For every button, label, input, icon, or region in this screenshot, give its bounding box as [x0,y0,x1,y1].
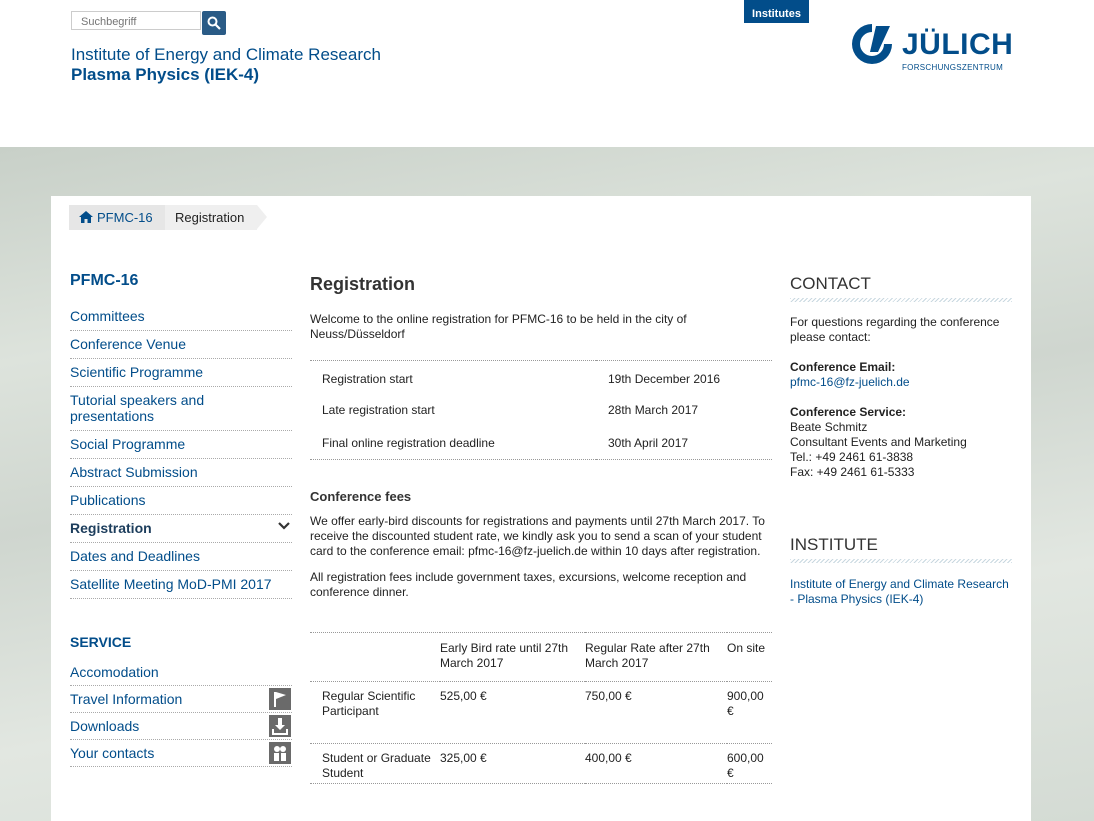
institute-link[interactable]: Institute of Energy and Climate Research - Plasma Physics (IEK-4) [790,577,1009,606]
search-button[interactable] [202,11,226,35]
nav-item-publications[interactable]: Publications [70,487,292,515]
table-row [310,361,772,394]
dates-table [310,360,772,460]
search-input[interactable] [71,11,201,30]
table-cell: 525,00 € [440,682,585,744]
table-cell: 750,00 € [585,682,727,744]
contact-service-label: Conference Service: [790,405,907,419]
breadcrumb-home-label: PFMC-16 [97,210,153,225]
nav-title[interactable]: PFMC-16 [70,272,139,289]
contact-tel: Tel.: +49 2461 61-3838 [790,450,914,464]
nav-item-social-programme[interactable]: Social Programme [70,431,292,459]
nav-item-dates-deadlines[interactable]: Dates and Deadlines [70,543,292,571]
left-navigation [70,272,292,767]
institute-title[interactable]: Institute of Energy and Climate Research [71,45,381,64]
date-value: 19th December 2016 [608,371,721,386]
table-cell: 900,00 € [727,682,772,744]
contact-email-label: Conference Email: [790,360,896,374]
date-value: 30th April 2017 [608,435,689,450]
download-icon [269,715,291,737]
institute-title: INSTITUTE [790,535,1012,563]
service-item-travel-information[interactable] [70,686,292,713]
search-icon [207,16,221,30]
service-item-accomodation-label: Accomodation [70,664,159,680]
content-panel [51,196,1031,821]
table-row [310,394,772,427]
table-row [310,682,772,744]
main-content [310,274,772,784]
breadcrumb-current-label: Registration [175,210,245,225]
page-title: Registration [310,274,416,294]
contact-fax: Fax: +49 2461 61-5333 [790,465,915,479]
home-icon [79,211,93,223]
institutes-tab[interactable]: Institutes [744,0,809,23]
fees-heading: Conference fees [310,489,412,504]
table-header-row [310,633,772,682]
table-header: Early Bird rate until 27th March 2017 [440,633,585,682]
nav-item-registration-label: Registration [70,520,152,536]
contact-title: CONTACT [790,274,1012,302]
service-item-downloads-label: Downloads [70,718,140,734]
nav-item-abstract-submission[interactable]: Abstract Submission [70,459,292,487]
nav-item-satellite-meeting[interactable]: Satellite Meeting MoD-PMI 2017 [70,571,292,599]
nav-item-scientific-programme[interactable]: Scientific Programme [70,359,292,387]
right-sidebar [790,274,1012,607]
breadcrumb-current [165,205,257,230]
table-row [310,744,772,784]
logo-mark-icon [850,22,896,66]
table-cell: Student or Graduate Student [310,744,440,784]
logo-wordmark: JÜLICH [902,28,1014,61]
chevron-down-icon [278,522,290,530]
service-item-downloads[interactable] [70,713,292,740]
date-label: Registration start [322,371,413,386]
service-item-travel-label: Travel Information [70,691,183,707]
nav-item-tutorial-speakers[interactable]: Tutorial speakers and presentations [70,387,292,431]
contact-email-link[interactable]: pfmc-16@fz-juelich.de [790,375,910,389]
fees-paragraph-1: We offer early-bird discounts for registrations and payments until 27th March 2017. To receive the discounted student rate, we kindly ask you to send a scan of your student card to the conference email: pfmc-16@fz-juelich.de within 10 days after registration. [310,514,765,558]
fees-paragraph-2: All registration fees include government taxes, excursions, welcome reception and conference dinner. [310,570,747,599]
date-value: 28th March 2017 [608,403,699,417]
table-cell: 400,00 € [585,744,727,784]
nav-item-registration[interactable] [70,515,292,543]
contacts-icon [269,742,291,764]
contact-intro: For questions regarding the conference please contact: [790,315,1000,344]
service-item-your-contacts[interactable] [70,740,292,767]
service-item-contacts-label: Your contacts [70,745,155,761]
fees-table [310,632,772,784]
table-row [310,427,772,460]
table-header [310,633,440,682]
intro-text: Welcome to the online registration for PFMC-16 to be held in the city of Neuss/Düsseldorf [310,312,687,341]
site-header [0,0,1094,147]
date-label: Final online registration deadline [322,435,495,450]
contact-name: Beate Schmitz [790,420,868,434]
contact-role: Consultant Events and Marketing [790,435,967,449]
nav-item-conference-venue[interactable]: Conference Venue [70,331,292,359]
table-header: On site [727,633,772,682]
institute-subtitle[interactable]: Plasma Physics (IEK-4) [71,65,260,84]
juelich-logo[interactable] [850,22,1014,77]
nav-item-committees[interactable]: Committees [70,303,292,331]
table-header: Regular Rate after 27th March 2017 [585,633,727,682]
breadcrumb-home[interactable] [69,205,165,230]
table-cell: 325,00 € [440,744,585,784]
date-label: Late registration start [322,403,435,417]
logo-subtitle: FORSCHUNGSZENTRUM [902,63,1004,72]
flag-icon [269,688,291,710]
table-cell: 600,00 € [727,744,772,784]
table-cell: Regular Scientific Participant [310,682,440,744]
service-title: SERVICE [70,634,132,650]
service-item-accomodation[interactable] [70,659,292,686]
